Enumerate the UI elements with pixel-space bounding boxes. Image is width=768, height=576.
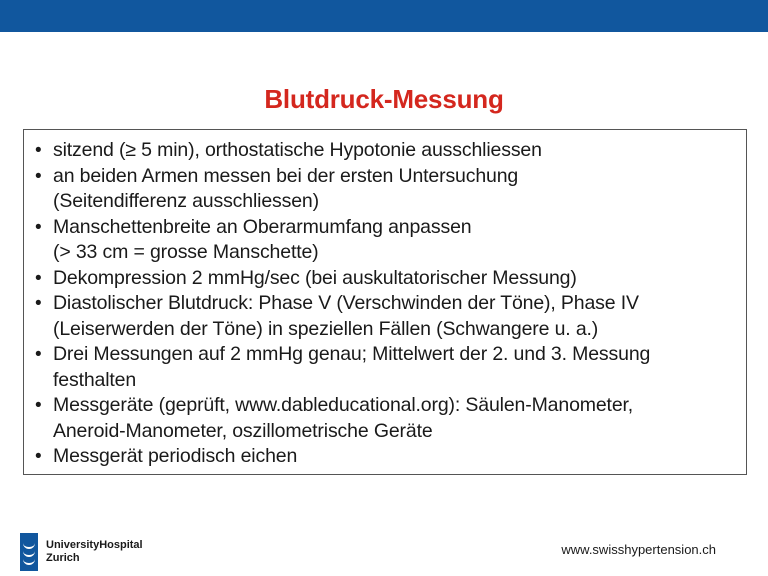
logo-line-1: UniversityHospital <box>46 539 143 551</box>
bullet-item <box>34 215 736 266</box>
hospital-logo <box>20 532 143 572</box>
bullet-item <box>34 266 736 292</box>
bullet-line: (> 33 cm = grosse Manschette) <box>53 241 319 263</box>
bullet-line: Diastolischer Blutdruck: Phase V (Verschwinden der Töne), Phase IV <box>53 292 639 314</box>
usz-logo-icon <box>20 533 38 571</box>
bullet-dot-icon: • <box>35 446 42 467</box>
bullet-dot-icon: • <box>35 140 42 161</box>
bullet-item <box>34 393 736 444</box>
bullet-line: Drei Messungen auf 2 mmHg genau; Mittelwert der 2. und 3. Messung <box>53 343 651 365</box>
bullet-line: Manschettenbreite an Oberarmumfang anpassen <box>53 215 472 238</box>
bullet-dot-icon: • <box>35 344 42 365</box>
slide-title: Blutdruck-Messung <box>264 84 504 114</box>
logo-line-2: Zurich <box>46 552 80 564</box>
bullet-item <box>34 444 736 470</box>
top-banner <box>0 0 768 32</box>
logo-text <box>46 539 143 565</box>
bullet-dot-icon: • <box>35 293 42 314</box>
content-box <box>23 129 747 475</box>
bullet-item <box>34 164 736 215</box>
bullet-line: an beiden Armen messen bei der ersten Untersuchung <box>53 164 519 187</box>
bullet-dot-icon: • <box>35 395 42 416</box>
bullet-line: sitzend (≥ 5 min), orthostatische Hypotonie ausschliessen <box>53 139 542 161</box>
bullet-item <box>34 138 736 164</box>
website-url: www.swisshypertension.ch <box>561 542 716 557</box>
bullet-dot-icon: • <box>35 267 42 289</box>
bullet-line: festhalten <box>53 368 137 391</box>
bullet-item <box>34 291 736 342</box>
bullet-line: Aneroid-Manometer, oszillometrische Geräte <box>53 419 433 442</box>
bullet-line: Messgerät periodisch eichen <box>53 445 298 467</box>
bullet-dot-icon: • <box>35 165 42 187</box>
bullet-line: (Seitendifferenz ausschliessen) <box>53 190 319 212</box>
bullet-line: (Leiserwerden der Töne) in speziellen Fällen (Schwangere u. a.) <box>53 317 599 340</box>
bullet-line: Dekompression 2 mmHg/sec (bei auskultatorischer Messung) <box>53 266 577 289</box>
bullet-dot-icon: • <box>35 216 42 238</box>
bullet-item <box>34 342 736 393</box>
bullet-line: Messgeräte (geprüft, www.dableducational.org): Säulen-Manometer, <box>53 394 634 416</box>
bullet-list <box>34 138 736 470</box>
